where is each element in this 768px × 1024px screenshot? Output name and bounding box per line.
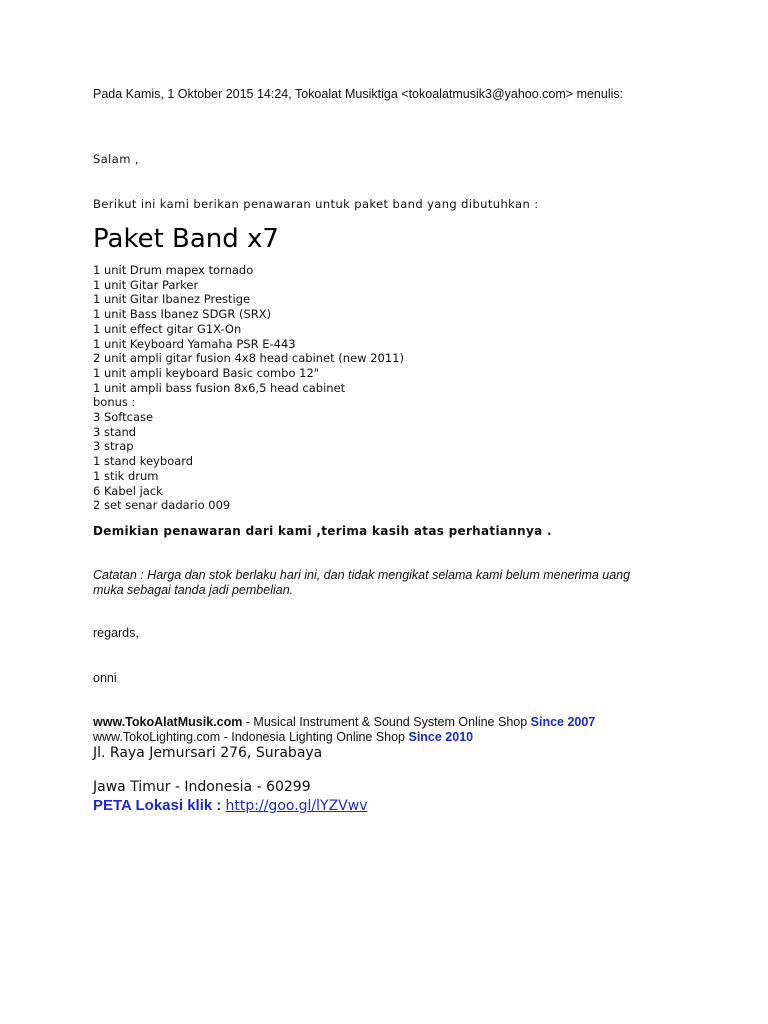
shop-line-tokolighting bbox=[93, 730, 473, 744]
email-quote-header: Pada Kamis, 1 Oktober 2015 14:24, Tokoalat Musiktiga <tokoalatmusik3@yahoo.com> menulis: bbox=[93, 87, 624, 101]
list-item: 3 Softcase bbox=[93, 410, 154, 425]
list-item: 3 stand bbox=[93, 424, 137, 439]
list-item: 1 unit effect gitar G1X-On bbox=[93, 321, 242, 336]
greeting: Salam , bbox=[93, 152, 139, 166]
since-badge: Since 2007 bbox=[530, 715, 596, 729]
map-location-line bbox=[93, 797, 368, 814]
list-item: 6 Kabel jack bbox=[93, 483, 163, 498]
map-link[interactable]: http://goo.gl/lYZVwv bbox=[225, 798, 368, 814]
map-label: PETA Lokasi klik : bbox=[93, 797, 226, 814]
list-item: 1 unit Bass Ibanez SDGR (SRX) bbox=[93, 307, 272, 322]
shop-description: - Musical Instrument & Sound System Online Shop bbox=[242, 715, 531, 729]
list-item: 3 strap bbox=[93, 439, 134, 454]
note-line: muka sebagai tanda jadi pembelian. bbox=[93, 583, 294, 597]
list-item: 1 unit Gitar Ibanez Prestige bbox=[93, 292, 251, 307]
package-title: Paket Band x7 bbox=[93, 224, 279, 254]
list-item: bonus : bbox=[93, 395, 136, 410]
intro-text: Berikut ini kami berikan penawaran untuk paket band yang dibutuhkan : bbox=[93, 197, 539, 211]
list-item: 1 unit ampli bass fusion 8x6,5 head cabinet bbox=[93, 380, 346, 395]
shop-name-tokolighting[interactable]: www.TokoLighting.com bbox=[93, 730, 221, 744]
shop-line-tokoalatmusik bbox=[93, 715, 595, 729]
note-line: Catatan : Harga dan stok berlaku hari ini, dan tidak mengikat selama kami belum menerima uang bbox=[93, 568, 631, 582]
shop-name-tokoalatmusik[interactable]: www.TokoAlatMusik.com bbox=[93, 715, 243, 729]
since-badge: Since 2010 bbox=[408, 730, 474, 744]
list-item: 1 stik drum bbox=[93, 468, 159, 483]
list-item: 2 unit ampli gitar fusion 4x8 head cabinet (new 2011) bbox=[93, 351, 404, 366]
list-item: 1 unit Keyboard Yamaha PSR E-443 bbox=[93, 336, 296, 351]
list-item: 1 unit Gitar Parker bbox=[93, 277, 199, 292]
list-item: 2 set senar dadario 009 bbox=[93, 498, 231, 513]
package-item-list bbox=[93, 263, 404, 513]
list-item: 1 unit Drum mapex tornado bbox=[93, 263, 254, 277]
address-region: Jawa Timur - Indonesia - 60299 bbox=[93, 779, 311, 795]
regards-text: regards, bbox=[93, 626, 139, 640]
closing-text: Demikian penawaran dari kami ,terima kasih atas perhatiannya . bbox=[93, 524, 552, 538]
address-street: Jl. Raya Jemursari 276, Surabaya bbox=[93, 745, 323, 761]
list-item: 1 unit ampli keyboard Basic combo 12" bbox=[93, 365, 320, 380]
list-item: 1 stand keyboard bbox=[93, 454, 194, 469]
note-text bbox=[93, 568, 630, 598]
shop-description: - Indonesia Lighting Online Shop bbox=[220, 730, 409, 744]
sender-name: onni bbox=[93, 671, 117, 685]
